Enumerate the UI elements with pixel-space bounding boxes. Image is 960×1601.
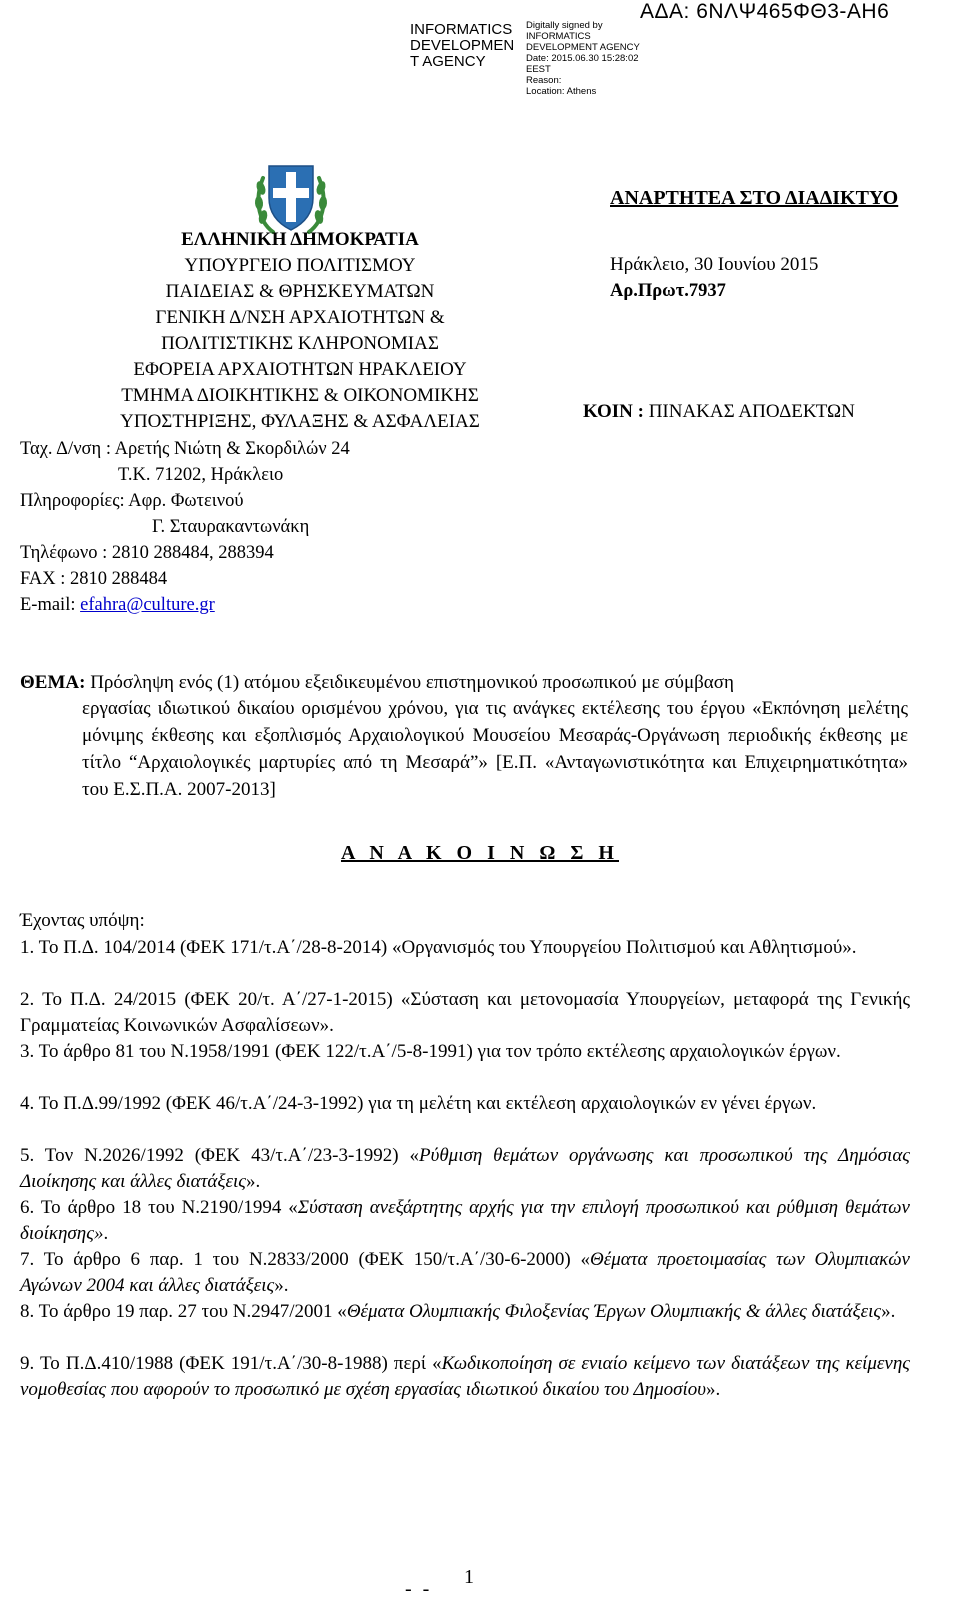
item-number: 5. [20,1145,35,1166]
list-item [20,1247,910,1299]
item-text: Το άρθρο 18 του Ν.2190/1994 « [40,1197,298,1218]
item-number: 9. [20,1353,35,1374]
signature-line: Location: Athens [526,86,597,97]
org-line-education: ΠΑΙΔΕΙΑΣ & ΘΡΗΣΚΕΥΜΑΤΩΝ [165,281,435,302]
item-text-end: ». [274,1275,289,1296]
org-line-department: ΤΜΗΜΑ ΔΙΟΙΚΗΤΙΚΗΣ & ΟΙΚΟΝΟΜΙΚΗΣ [121,385,479,406]
item-text: Το Π.Δ. 24/2015 (ΦΕΚ 20/τ. Α΄/27-1-2015) «Σύσταση και μετονομασία Υπουργείων, μεταφορά της Γενικής Γραμματείας Κοινωνικών Ασφαλίσεων». [20,989,910,1036]
signature-line: Digitally signed by [526,20,603,31]
subject-body: εργασίας ιδιωτικού δικαίου ορισμένου χρόνου, για τις ανάγκες εκτέλεσης του έργου «Εκπόνηση μελέτης μόνιμης έκθεσης και εξοπλισμός Αρχαιολογικού Μουσείου Μεσαράς-Οργάνωση περιοδικής έκθεσης με τίτλο “Αρχαιολογικές μαρτυρίες από τη Μεσαρά”» [Ε.Π. «Ανταγωνιστικότητα και Επιχειρηματικότητα» του Ε.Σ.Π.Α. 2007-2013] [82,698,908,800]
list-item [20,935,910,961]
email-label: E-mail: [20,595,76,615]
list-item [20,1091,910,1117]
item-number: 3. [20,1041,35,1062]
item-text: Το Π.Δ.410/1988 (ΦΕΚ 191/τ.Α΄/30-8-1988) περί « [40,1353,442,1374]
list-item [20,1143,910,1195]
protocol-number: Αρ.Πρωτ.7937 [610,281,726,301]
list-item [20,1351,910,1403]
item-text-italic: Κωδικοποίηση σε ενιαίο κείμενο των διατάξεων της κείμενης νομοθεσίας που αφορούν το προσωπικό με σχέση εργασίας ιδιωτικού δικαίου του Δημοσίου [20,1353,910,1400]
item-text-end: . [103,1223,109,1244]
considering-heading: Έχοντας υπόψη: [20,910,145,931]
sender-info: Πληροφορίες: Αφρ. Φωτεινού [20,491,244,511]
sender-postal: Τ.Κ. 71202, Ηράκλειο [118,465,284,485]
sender-address: Ταχ. Δ/νση : Αρετής Νιώτη & Σκορδιλών 24 [20,439,350,459]
item-text: Το άρθρο 19 παρ. 27 του Ν.2947/2001 « [38,1301,347,1322]
footer-dashes: - - [405,1578,433,1600]
subject-first-line [20,669,905,696]
koin-value: ΠΙΝΑΚΑΣ ΑΠΟΔΕΚΤΩΝ [648,401,855,422]
sender-info-second: Γ. Σταυρακαντωνάκη [152,517,310,537]
item-text-italic: Θέματα Ολυμπιακής Φιλοξενίας Έργων Ολυμπιακής & άλλες διατάξεις [346,1301,882,1322]
item-text: Το Π.Δ. 104/2014 (ΦΕΚ 171/τ.Α΄/28-8-2014) «Οργανισμός του Υπουργείου Πολιτισμού και Αθλητισμού». [38,937,857,958]
signature-details [526,20,646,97]
item-text-end: ». [881,1301,896,1322]
signature-line: INFORMATICS [526,31,591,42]
koin-label: ΚΟΙΝ : [583,401,644,422]
item-text: Τον Ν.2026/1992 (ΦΕΚ 43/τ.Α΄/23-3-1992) « [44,1145,420,1166]
signature-name: INFORMATICS DEVELOPMEN T AGENCY [410,21,515,70]
email-link[interactable]: efahra@culture.gr [80,595,215,615]
item-number: 2. [20,989,35,1010]
item-number: 7. [20,1249,35,1270]
greek-emblem-icon [253,158,329,238]
org-line-ephorate: ΕΦΟΡΕΙΑ ΑΡΧΑΙΟΤΗΤΩΝ ΗΡΑΚΛΕΙΟΥ [133,359,467,380]
subject-label: ΘΕΜΑ: [20,672,86,693]
subject-line1: Πρόσληψη ενός (1) ατόμου εξειδικευμένου επιστημονικού προσωπικού με σύμβαση [90,672,734,693]
item-text: Το άρθρο 81 του Ν.1958/1991 (ΦΕΚ 122/τ.Α΄/5-8-1991) για τον τρόπο εκτέλεσης αρχαιολογικών έργων. [38,1041,841,1062]
signature-line: EEST [526,64,551,75]
item-number: 1. [20,937,35,958]
document-date: Ηράκλειο, 30 Ιουνίου 2015 [610,254,819,275]
list-item [20,1195,910,1247]
item-text: Το Π.Δ.99/1992 (ΦΕΚ 46/τ.Α΄/24-3-1992) για τη μελέτη και εκτέλεση αρχαιολογικών εν γένει έργων. [38,1093,817,1114]
org-line-republic: ΕΛΛΗΝΙΚΗ ΔΗΜΟΚΡΑΤΙΑ [181,229,419,250]
announcement-title: Α Ν Α Κ Ο Ι Ν Ω Σ Η [340,842,619,864]
sender-email [20,592,215,618]
org-line-support: ΥΠΟΣΤΗΡΙΞΗΣ, ΦΥΛΑΞΗΣ & ΑΣΦΑΛΕΙΑΣ [120,411,480,432]
item-text-italic: Ρύθμιση θεμάτων οργάνωσης και προσωπικού της Δημόσιας Διοίκησης και άλλες διατάξεις [20,1145,910,1192]
page-number: 1 [464,1566,474,1588]
item-number: 4. [20,1093,35,1114]
item-text-end: ». [245,1171,261,1192]
item-text: Το άρθρο 6 παρ. 1 του Ν.2833/2000 (ΦΕΚ 150/τ.Α΄/30-6-2000) « [43,1249,591,1270]
list-item [20,1299,910,1325]
signature-line: Reason: [526,75,562,86]
ada-code: ΑΔΑ: 6ΝΛΨ465ΦΘ3-ΑΗ6 [640,0,890,23]
org-line-directorate: ΓΕΝΙΚΗ Δ/ΝΣΗ ΑΡΧΑΙΟΤΗΤΩΝ & [155,307,445,328]
item-text-italic: Σύσταση ανεξάρτητης αρχής για την επιλογή προσωπικού και ρύθμιση θεμάτων διοίκησης» [20,1197,910,1244]
online-notice: ΑΝΑΡΤΗΤΕΑ ΣΤΟ ΔΙΑΔΙΚΤΥΟ [610,187,899,209]
item-text-italic: Θέματα προετοιμασίας των Ολυμπιακών Αγώνων 2004 και άλλες διατάξεις [20,1249,910,1296]
koin-recipients [583,401,855,423]
org-line-heritage: ΠΟΛΙΤΙΣΤΙΚΗΣ ΚΛΗΡΟΝΟΜΙΑΣ [161,333,439,354]
item-number: 8. [20,1301,35,1322]
org-line-ministry: ΥΠΟΥΡΓΕΙΟ ΠΟΛΙΤΙΣΜΟΥ [184,255,416,276]
item-text-end: ». [706,1379,721,1400]
item-number: 6. [20,1197,35,1218]
sender-phone: Τηλέφωνο : 2810 288484, 288394 [20,543,274,563]
sender-fax: FAX : 2810 288484 [20,569,168,589]
signature-line: DEVELOPMENT AGENCY [526,42,640,53]
signature-line: Date: 2015.06.30 15:28:02 [526,53,639,64]
list-item [20,1039,910,1065]
list-item [20,987,910,1039]
